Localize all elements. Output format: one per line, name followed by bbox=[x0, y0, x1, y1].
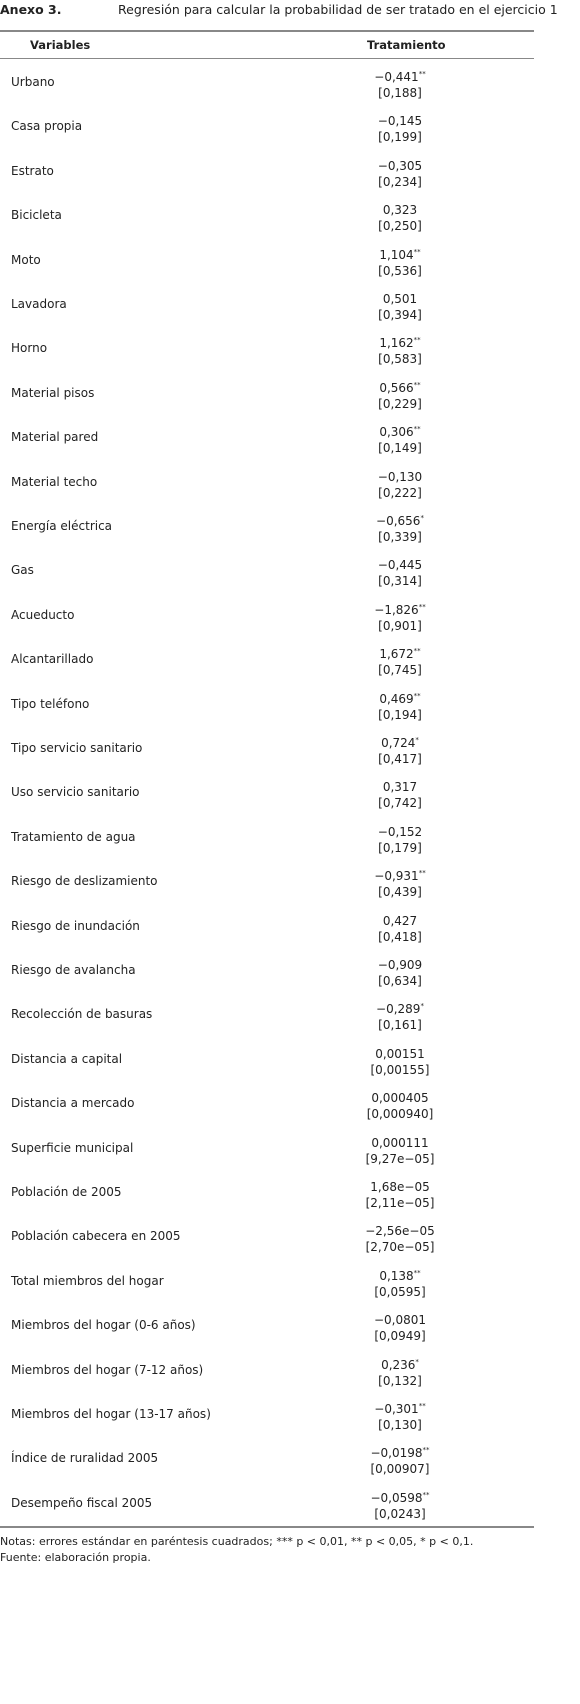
coefficient-value: −0,441 bbox=[374, 70, 419, 84]
standard-error: [9,27e−05] bbox=[365, 1151, 435, 1166]
standard-error: [0,149] bbox=[378, 441, 422, 456]
variable-name: Riesgo de avalancha bbox=[11, 963, 136, 977]
significance-stars: ** bbox=[422, 1446, 430, 1455]
coefficient-value: 0,566 bbox=[379, 380, 414, 395]
coefficient-cell bbox=[340, 1487, 460, 1522]
standard-error: [0,394] bbox=[378, 308, 422, 322]
coefficient-line bbox=[340, 910, 460, 929]
coefficient-cell bbox=[340, 1087, 460, 1122]
variable-name: Riesgo de deslizamiento bbox=[11, 874, 158, 889]
coefficient-value: 0,00151 bbox=[375, 1046, 425, 1061]
variable-name: Distancia a capital bbox=[11, 1051, 123, 1066]
table-row bbox=[0, 859, 534, 903]
source-text: Fuente: elaboración propia. bbox=[0, 1550, 151, 1564]
coefficient-value: 0,306 bbox=[379, 425, 414, 440]
coefficient-value: −0,0198 bbox=[370, 1446, 423, 1461]
coefficient-value: −0,656 bbox=[376, 514, 421, 528]
coefficient-value: 0,317 bbox=[382, 780, 418, 795]
standard-error: [0,418] bbox=[378, 929, 422, 944]
variable-name: Horno bbox=[11, 341, 48, 356]
coefficient-line bbox=[340, 288, 460, 307]
table-row bbox=[0, 1126, 534, 1170]
coefficient-cell bbox=[340, 688, 460, 723]
coefficient-value: 0,724 bbox=[381, 736, 416, 750]
coefficient-line bbox=[340, 466, 460, 485]
significance-stars: ** bbox=[418, 602, 426, 611]
significance-stars: ** bbox=[422, 1490, 430, 1499]
table-row bbox=[0, 948, 534, 992]
coefficient-line bbox=[340, 1043, 460, 1062]
coefficient-line bbox=[340, 954, 460, 973]
coefficient-value: 0,427 bbox=[382, 913, 418, 928]
coefficient-value: −0,445 bbox=[377, 558, 423, 573]
coefficient-line bbox=[340, 643, 460, 662]
variable-name: Desempeño fiscal 2005 bbox=[11, 1495, 153, 1510]
table-row bbox=[0, 104, 534, 148]
table-row bbox=[0, 770, 534, 814]
coefficient-line bbox=[340, 599, 460, 618]
table-row bbox=[0, 282, 534, 326]
significance-stars: ** bbox=[413, 691, 421, 700]
coefficient-line bbox=[340, 732, 460, 751]
coefficient-value: −0,130 bbox=[377, 469, 423, 484]
variable-name: Población cabecera en 2005 bbox=[11, 1229, 181, 1244]
coefficient-line bbox=[340, 421, 460, 440]
table-row bbox=[0, 504, 534, 548]
coefficient-line bbox=[340, 1176, 460, 1195]
variable-name: Riesgo de inundación bbox=[11, 918, 140, 933]
standard-error: [0,00907] bbox=[370, 1462, 430, 1477]
table-row bbox=[0, 815, 534, 859]
standard-error: [0,439] bbox=[378, 885, 422, 900]
standard-error: [0,229] bbox=[378, 396, 422, 411]
significance-stars: ** bbox=[413, 425, 421, 434]
variable-name: Recolección de basuras bbox=[11, 1007, 153, 1022]
coefficient-value: −0,301 bbox=[374, 1402, 419, 1416]
table-row bbox=[0, 682, 534, 726]
variable-name: Tipo servicio sanitario bbox=[11, 741, 143, 755]
coefficient-cell bbox=[340, 1043, 460, 1078]
coefficient-cell bbox=[340, 66, 460, 101]
coefficient-value: 1,68e−05 bbox=[370, 1180, 430, 1194]
standard-error: [0,742] bbox=[378, 796, 422, 811]
variable-name: Alcantarillado bbox=[11, 652, 94, 667]
coefficient-line bbox=[340, 155, 460, 174]
standard-error: [0,250] bbox=[378, 219, 422, 234]
table-row bbox=[0, 1037, 534, 1081]
variable-name: Miembros del hogar (13-17 años) bbox=[11, 1407, 211, 1421]
coefficient-value: −1,826 bbox=[374, 602, 419, 617]
table-row bbox=[0, 1436, 534, 1480]
coefficient-cell bbox=[340, 1442, 460, 1477]
standard-error: [0,194] bbox=[378, 707, 422, 722]
significance-stars: * bbox=[420, 1002, 424, 1011]
variable-name: Material techo bbox=[11, 474, 98, 489]
coefficient-value: 0,323 bbox=[382, 203, 418, 218]
standard-error: [0,0949] bbox=[374, 1329, 426, 1344]
table-row bbox=[0, 1214, 534, 1258]
coefficient-cell bbox=[340, 998, 460, 1033]
coefficient-line bbox=[340, 688, 460, 707]
coefficient-cell bbox=[340, 554, 460, 589]
table-row bbox=[0, 1170, 534, 1214]
significance-stars: * bbox=[420, 514, 424, 522]
coefficient-value: 1,672 bbox=[379, 647, 414, 662]
standard-error: [2,11e−05] bbox=[365, 1196, 435, 1210]
standard-error: [0,130] bbox=[378, 1418, 422, 1432]
table-row bbox=[0, 593, 534, 637]
table-row bbox=[0, 149, 534, 193]
coefficient-cell bbox=[340, 1265, 460, 1300]
coefficient-line bbox=[340, 1265, 460, 1284]
coefficient-value: 0,501 bbox=[382, 292, 418, 306]
coefficient-line bbox=[340, 1132, 460, 1151]
standard-error: [0,222] bbox=[378, 485, 422, 500]
standard-error: [0,179] bbox=[378, 840, 422, 855]
table-row bbox=[0, 1259, 534, 1303]
variable-name: Bicicleta bbox=[11, 208, 62, 223]
coefficient-cell bbox=[340, 1176, 460, 1211]
variable-name: Urbano bbox=[11, 75, 55, 89]
standard-error: [0,199] bbox=[378, 130, 422, 145]
variable-name: Material pared bbox=[11, 430, 99, 445]
bottom-rule bbox=[0, 1526, 534, 1528]
coefficient-cell bbox=[340, 110, 460, 145]
variable-name: Población de 2005 bbox=[11, 1185, 122, 1199]
coefficient-line bbox=[340, 66, 460, 85]
table-notes bbox=[0, 1534, 473, 1565]
standard-error: [0,188] bbox=[378, 86, 422, 100]
coefficient-cell bbox=[340, 288, 460, 323]
coefficient-line bbox=[340, 244, 460, 263]
standard-error: [0,0243] bbox=[374, 1506, 426, 1521]
significance-stars: ** bbox=[418, 1402, 426, 1410]
standard-error: [0,901] bbox=[378, 618, 422, 633]
coefficient-cell bbox=[340, 1220, 460, 1255]
header-treatment: Tratamiento bbox=[367, 38, 446, 52]
coefficient-value: −0,152 bbox=[377, 824, 423, 839]
coefficient-value: −0,289 bbox=[376, 1002, 421, 1017]
variable-name: Distancia a mercado bbox=[11, 1096, 135, 1111]
coefficient-cell bbox=[340, 466, 460, 501]
table-row bbox=[0, 1348, 534, 1392]
standard-error: [0,583] bbox=[378, 352, 422, 367]
top-rule bbox=[0, 30, 534, 32]
standard-error: [0,161] bbox=[378, 1018, 422, 1033]
coefficient-line bbox=[340, 998, 460, 1017]
standard-error: [0,634] bbox=[378, 974, 422, 988]
coefficient-cell bbox=[340, 377, 460, 412]
coefficient-line bbox=[340, 110, 460, 129]
coefficient-value: 0,000111 bbox=[371, 1135, 429, 1150]
variable-name: Energía eléctrica bbox=[11, 519, 113, 533]
variable-name: Tipo teléfono bbox=[11, 696, 90, 711]
header-variables: Variables bbox=[30, 38, 91, 52]
significance-stars: ** bbox=[418, 70, 426, 78]
coefficient-cell bbox=[340, 510, 460, 545]
coefficient-line bbox=[340, 510, 460, 529]
coefficient-value: 1,104 bbox=[379, 247, 414, 262]
standard-error: [0,000940] bbox=[366, 1107, 434, 1122]
variable-name: Moto bbox=[11, 252, 41, 267]
variable-name: Casa propia bbox=[11, 119, 83, 134]
variable-name: Índice de ruralidad 2005 bbox=[11, 1451, 159, 1466]
coefficient-value: −2,56e−05 bbox=[365, 1224, 435, 1239]
standard-error: [2,70e−05] bbox=[365, 1240, 435, 1255]
coefficient-line bbox=[340, 332, 460, 351]
standard-error: [0,234] bbox=[378, 174, 422, 189]
significance-stars: * bbox=[415, 1357, 419, 1366]
standard-error: [0,745] bbox=[378, 663, 422, 678]
coefficient-line bbox=[340, 1442, 460, 1461]
coefficient-line bbox=[340, 199, 460, 218]
significance-stars: * bbox=[415, 736, 419, 744]
coefficient-line bbox=[340, 1487, 460, 1506]
notes-text: Notas: errores estándar en paréntesis cuadrados; *** p < 0,01, ** p < 0,05, * p < 0,1. bbox=[0, 1535, 474, 1548]
coefficient-line bbox=[340, 554, 460, 573]
coefficient-value: 0,138 bbox=[379, 1268, 414, 1283]
variable-name: Miembros del hogar (0-6 años) bbox=[11, 1318, 196, 1333]
standard-error: [0,536] bbox=[378, 263, 422, 278]
table-row bbox=[0, 1481, 534, 1525]
variable-name: Total miembros del hogar bbox=[11, 1273, 164, 1288]
table-row bbox=[0, 238, 534, 282]
table-header bbox=[0, 36, 534, 56]
coefficient-cell bbox=[340, 643, 460, 678]
coefficient-cell bbox=[340, 776, 460, 811]
coefficient-cell bbox=[340, 421, 460, 456]
coefficient-cell bbox=[340, 1398, 460, 1433]
coefficient-line bbox=[340, 1398, 460, 1417]
table-title: Regresión para calcular la probabilidad de ser tratado en el ejercicio 1 bbox=[118, 2, 558, 17]
significance-stars: ** bbox=[413, 1268, 421, 1277]
coefficient-cell bbox=[340, 954, 460, 989]
coefficient-cell bbox=[340, 732, 460, 767]
coefficient-cell bbox=[340, 332, 460, 367]
table-row bbox=[0, 1303, 534, 1347]
significance-stars: ** bbox=[413, 247, 421, 256]
coefficient-cell bbox=[340, 1354, 460, 1389]
coefficient-value: −0,909 bbox=[377, 958, 423, 972]
coefficient-cell bbox=[340, 865, 460, 900]
coefficient-value: −0,145 bbox=[377, 114, 423, 129]
coefficient-cell bbox=[340, 821, 460, 856]
coefficient-cell bbox=[340, 244, 460, 279]
table-row bbox=[0, 371, 534, 415]
coefficient-value: 0,236 bbox=[381, 1357, 416, 1372]
coefficient-cell bbox=[340, 199, 460, 234]
variable-name: Superficie municipal bbox=[11, 1140, 134, 1155]
coefficient-cell bbox=[340, 155, 460, 190]
coefficient-cell bbox=[340, 910, 460, 945]
standard-error: [0,314] bbox=[378, 574, 422, 589]
coefficient-value: −0,0598 bbox=[370, 1490, 423, 1505]
coefficient-value: 1,162 bbox=[379, 336, 414, 351]
standard-error: [0,339] bbox=[378, 530, 422, 544]
standard-error: [0,417] bbox=[378, 752, 422, 766]
table-row bbox=[0, 992, 534, 1036]
variable-name: Acueducto bbox=[11, 607, 75, 622]
significance-stars: ** bbox=[413, 380, 421, 389]
variable-name: Miembros del hogar (7-12 años) bbox=[11, 1362, 204, 1377]
variable-name: Lavadora bbox=[11, 297, 67, 311]
table-row bbox=[0, 193, 534, 237]
significance-stars: ** bbox=[413, 336, 421, 345]
header-rule bbox=[0, 58, 534, 59]
coefficient-cell bbox=[340, 1132, 460, 1167]
significance-stars: ** bbox=[418, 869, 426, 878]
coefficient-line bbox=[340, 1354, 460, 1373]
significance-stars: ** bbox=[413, 647, 421, 656]
table-row bbox=[0, 548, 534, 592]
coefficient-line bbox=[340, 1309, 460, 1328]
variable-name: Tratamiento de agua bbox=[11, 829, 136, 844]
variable-name: Gas bbox=[11, 563, 34, 578]
table-row bbox=[0, 460, 534, 504]
coefficient-cell bbox=[340, 1309, 460, 1344]
coefficient-line bbox=[340, 1087, 460, 1106]
table-row bbox=[0, 1392, 534, 1436]
table-row bbox=[0, 637, 534, 681]
table-row bbox=[0, 60, 534, 104]
coefficient-line bbox=[340, 1220, 460, 1239]
annex-label: Anexo 3. bbox=[0, 2, 62, 17]
standard-error: [0,132] bbox=[378, 1373, 422, 1388]
coefficient-line bbox=[340, 776, 460, 795]
standard-error: [0,0595] bbox=[374, 1284, 426, 1299]
table-row bbox=[0, 326, 534, 370]
table-row bbox=[0, 726, 534, 770]
coefficient-value: 0,469 bbox=[379, 691, 414, 706]
coefficient-value: −0,931 bbox=[374, 869, 419, 884]
variable-name: Uso servicio sanitario bbox=[11, 785, 140, 800]
coefficient-line bbox=[340, 865, 460, 884]
coefficient-cell bbox=[340, 599, 460, 634]
variable-name: Material pisos bbox=[11, 385, 95, 400]
variable-name: Estrato bbox=[11, 163, 54, 178]
coefficient-line bbox=[340, 377, 460, 396]
coefficient-value: −0,0801 bbox=[373, 1313, 427, 1328]
coefficient-value: −0,305 bbox=[377, 158, 423, 173]
standard-error: [0,00155] bbox=[370, 1062, 430, 1077]
coefficient-value: 0,000405 bbox=[371, 1091, 429, 1106]
coefficient-line bbox=[340, 821, 460, 840]
table-row bbox=[0, 1081, 534, 1125]
table-row bbox=[0, 904, 534, 948]
table-caption bbox=[0, 0, 580, 28]
table-row bbox=[0, 415, 534, 459]
